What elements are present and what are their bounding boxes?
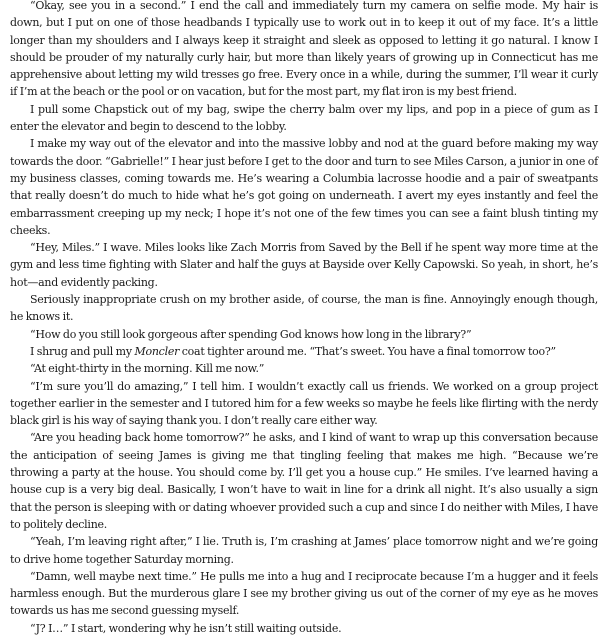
- paragraph-8: “At eight-thirty in the morning. Kill me now.”: [30, 362, 265, 376]
- body-text: [10, 0, 598, 637]
- paragraph-6: “How do you still look gorgeous after spending God knows how long in the library?”: [30, 327, 472, 341]
- paragraph-9: “I’m sure you’ll do amazing,” I tell him. I wouldn’t exactly call us friends. We worked on a group project together earlier in the semester and I tutored him for a few weeks so maybe he feels like flirting with the nerdy black girl is his way of saying thank you. I don’t really care either way.: [10, 379, 598, 428]
- paragraph-4: “Hey, Miles.” I wave. Miles looks like Zach Morris from Saved by the Bell if he spent way more time at the gym and less time fighting with Slater and half the guys at Bayside over Kelly Capowski. So yeah, in short, he’s hot—and evidently packing.: [10, 241, 598, 289]
- paragraph-13: “J? I…” I start, wondering why he isn’t still waiting outside.: [30, 621, 342, 635]
- paragraph-7-after: coat tighter around me. “That’s sweet. You have a final tomorrow too?”: [179, 344, 556, 358]
- paragraph-1: “Okay, see you in a second.” I end the call and immediately turn my camera on selfie mode. My hair is down, but I put on one of those headbands I typically use to work out in to keep it out of my face. It’s a little longer than my shoulders and I always keep it straight and sleek as opposed to letting it go natural. I know I should be prouder of my naturally curly hair, but more than likely years of growing up in Connecticut has me apprehensive about letting my wild tresses go free. Every once in a while, during the summer, I’ll wear it curly if I’m at the beach or the pool or on vacation, but for the most part, my flat iron is my best friend.: [10, 0, 598, 99]
- paragraph-5: Seriously inappropriate crush on my brother aside, of course, the man is fine. Annoyingly enough though, he knows it.: [10, 293, 598, 324]
- paragraph-7-brand: Moncler: [134, 344, 180, 358]
- paragraph-7-before: I shrug and pull my: [30, 344, 135, 358]
- paragraph-11: “Yeah, I’m leaving right after,” I lie. Truth is, I’m crashing at James’ place tomorrow night and we’re going to drive home together Saturday morning.: [10, 535, 598, 566]
- paragraph-10: “Are you heading back home tomorrow?” he asks, and I kind of want to wrap up this conversation because the anticipation of seeing James is giving me that tingling feeling that makes me high. “Because we’re throwing a party at the house. You should come by. I’ll get you a house cup.” He smiles. I’ve learned having a house cup is a very big deal. Basically, I won’t have to wait in line for a drink all night. It’s also usually a sign that the person is sleeping with or dating whoever provided such a cup and since I do neither with Miles, I have to politely decline.: [10, 431, 598, 531]
- paragraph-7: [10, 343, 598, 360]
- paragraph-12: “Damn, well maybe next time.” He pulls me into a hug and I reciprocate because I’m a hugger and it feels harmless enough. But the murderous glare I see my brother giving us out of the corner of my eye as he moves towards us has me second guessing myself.: [10, 569, 598, 618]
- paragraph-3: I make my way out of the elevator and into the massive lobby and nod at the guard before making my way towards the door. “Gabrielle!” I hear just before I get to the door and turn to see Miles Carson, a junior in one of my business classes, coming towards me. He’s wearing a Columbia lacrosse hoodie and a pair of sweatpants that really doesn’t do much to hide what he’s got going on underneath. I avert my eyes instantly and feel the embarrassment creeping up my neck; I hope it’s not one of the few times you can see a faint blush tinting my cheeks.: [10, 137, 598, 237]
- paragraph-2: I pull some Chapstick out of my bag, swipe the cherry balm over my lips, and pop in a piece of gum as I enter the elevator and begin to descend to the lobby.: [10, 102, 598, 134]
